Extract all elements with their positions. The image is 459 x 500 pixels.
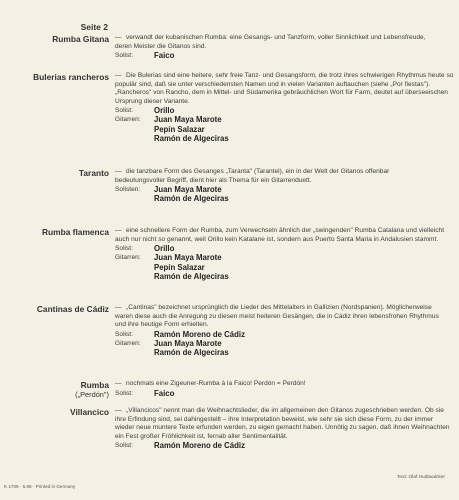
performer-name: Ramón de Algeciras [154,348,229,358]
performer-name: Juan Maya Marote [154,115,222,125]
track-description-text: die tanzbare Form des Gesanges „Taranta" (Tarantel), ein in der Welt der Gitanos offenbar bedeutungsvoller Begriff, dient hier als Thema für ein Gitarrenduett. [115,168,390,184]
performer-name: Faico [154,388,175,398]
track-title [79,168,109,178]
credit-row [115,244,455,253]
credit-role: Gitarren: [115,254,141,262]
track-title-text: Rumba flamenca [41,227,109,237]
credit-row [115,115,455,143]
dash-mark: — [115,227,122,234]
credit-names [154,339,229,358]
credit-row [115,185,455,204]
credit-names [154,389,174,398]
performer-name: Ramón Moreno de Cádiz [154,441,245,450]
performer-name: Ramón Moreno de Cádiz [154,329,245,339]
author-credit: Text: Olaf Hudtwalcker [397,475,445,480]
track-description [115,34,433,51]
credit-role: Solist: [115,442,133,449]
track-content [115,168,455,204]
track-description-text: nochmals eine Zigeuner-Rumba à la Faico! Perdón = Perdón! [126,380,306,387]
performer-name: Orillo [154,244,175,253]
track-title [70,407,109,417]
track-description [115,304,447,330]
track-description-text: „Cantinas" bezeichnet ursprünglich die Lieder des Mittelalters in Gallizien (Nordspanien). Möglicherweise waren diese auch die Anregung zu diesen meist heiteren Gesängen, die in Cádiz ihren lebensfrohen Rhythmus und ihre heutige Form erhielten. [115,304,439,328]
dash-mark: — [115,72,122,79]
credit-role: Solist: [115,245,133,252]
credit-names [154,253,229,281]
credit-names [154,330,245,339]
track-content [115,407,455,450]
track-title-text: Taranto [78,168,109,178]
track-description-text: verwandt der kubanischen Rumba: eine Gesangs- und Tanzform, voller Sinnlichkeit und Lebensfreude, deren Meister die Gitanos sind. [115,34,426,50]
credit-role: Gitarren: [115,339,141,347]
track-content [115,34,455,60]
credit-row [115,389,455,398]
track-description-text: eine schnellere Form der Rumba, zum Verwechseln ähnlich der „swingenden" Rumba Catalana und vielleicht auch nur nicht so genannt, weil Orillo kein Katalane ist, sondern aus Puerto Santa Maria in Andalusien stammt. [115,227,445,243]
track-description [115,227,455,244]
credit-names [154,51,174,60]
credit-names [154,185,229,204]
track-description [115,380,445,389]
credit-names [154,106,174,115]
credit-row [115,339,455,358]
credit-names [154,441,245,450]
track-description [115,168,425,185]
performer-name: Juan Maya Marote [154,185,222,194]
credit-names [154,244,174,253]
credit-role: Solist: [115,330,133,338]
track-content [115,72,455,144]
credit-role: Gitarren: [115,116,141,124]
dash-mark: — [115,168,122,175]
performer-name: Juan Maya Marote [154,253,222,263]
track-subtitle: („Perdón") [75,390,109,399]
track-content [115,380,455,398]
performer-name: Orillo [154,106,175,115]
credit-row [115,51,455,60]
catalog-note: K 1709 · 5.66 · Printed in Germany [4,484,76,489]
track-description-text: Die Bulerias sind eine heitere, sehr freie Tanz- und Gesangsform, die trotz ihres schwierigen Rhythmus heute so populär sind, daß sie unter verschiedensten Namen und in vielen Varianten auftauchen (siehe „Por fiestas"). „Rancheros" von Rancho, dem in Mittel- und Südamerika gebräuchlichen Wort für Farm, deutet auf überseeischen Ursprung dieser Variante. [115,72,454,105]
track-title-text: Cantinas de Cádiz [36,304,109,314]
track-title-text: Rumba Gitana [52,34,109,44]
credit-row [115,441,455,450]
track-title-text: Bulerias rancheros [33,72,109,82]
track-description [115,72,455,106]
track-title [75,380,109,400]
track-content [115,304,455,358]
track-description [115,407,451,441]
credit-names [154,115,229,143]
performer-name: Pepín Salazar [154,124,205,134]
track-title-text: Villancico [70,407,109,417]
dash-mark: — [115,380,122,387]
credit-row [115,330,455,339]
performer-name: Ramón de Algeciras [154,272,229,282]
credit-row [115,106,455,115]
performer-name: Ramón de Algeciras [154,194,229,204]
dash-mark: — [115,304,122,311]
track-title-text: Rumba [80,380,109,390]
credit-role: Solist: [115,52,133,59]
track-content [115,227,455,282]
performer-name: Faico [154,51,175,60]
track-title [33,72,109,82]
side-heading: Seite 2 [80,22,108,32]
track-description-text: „Villancicos" nennt man die Weihnachtslieder, die im allgemeinen den Gitanos zugeschrieben werden. Ob sie ihre Erfindung sind, sei dahingestellt – ihre Interpretation beweist, wie sehr sie sich diese Form, zu der immer wieder neue muntere Texte erfunden werden, zu eigen gemacht haben. Unnötig zu sagen, daß ihnen Weihnachten ein Fest großer Fröhlichkeit ist, fernab aller Sentimentalität. [115,407,450,440]
dash-mark: — [115,34,122,41]
performer-name: Pepín Salazar [154,262,205,272]
performer-name: Ramón de Algeciras [154,134,229,144]
dash-mark: — [115,407,122,414]
credit-role: Solist: [115,389,133,397]
credit-role: Solisten: [115,186,141,193]
credit-row [115,253,455,281]
performer-name: Juan Maya Marote [154,338,222,348]
track-title [52,34,109,44]
credit-role: Solist: [115,107,133,114]
track-title [37,304,109,314]
track-title [42,227,109,237]
